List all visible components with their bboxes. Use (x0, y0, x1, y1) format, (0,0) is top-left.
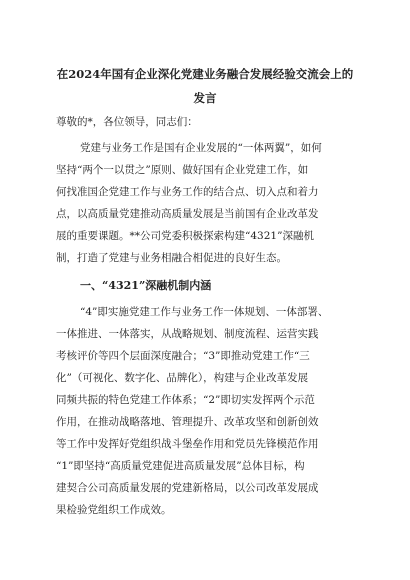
body-line-5: 同频共振的特色党建工作体系；“2”即切实发挥两个示范 (56, 394, 315, 406)
body-line-2: 一体推进、一体落实，从战略规划、制度流程、运营实践 (56, 328, 319, 340)
body-line-4: 化”（可视化、数字化、品牌化），构建与企业改革发展 (56, 372, 309, 384)
intro-line-2: 坚持“两个一以贯之”原则、做好国有企业党建工作，如 (56, 164, 309, 176)
body-line-3: 考核评价等四个层面深度融合；“3”即推动党建工作“三 (56, 350, 310, 362)
intro-line-5: 展的重要课题。**公司党委积极探索构建“4321”深融机 (56, 230, 314, 242)
salutation: 尊敬的*，各位领导，同志们： (56, 116, 198, 128)
body-line-9: 建契合公司高质量发展的党建新格局，以公司改革发展成 (56, 482, 319, 494)
body-line-7: 等工作中发挥好党组织战斗堡垒作用和党员先锋模范作用 (56, 438, 319, 450)
body-line-10: 果检验党组织工作成效。 (56, 504, 172, 516)
intro-line-3: 何找准国企党建工作与业务工作的结合点、切入点和着力 (56, 186, 319, 198)
body-line-6: 作用，在推动战略落地、管理提升、改革攻坚和创新创效 (56, 416, 319, 428)
intro-line-6: 制，打造了党建与业务相融合相促进的良好生态。 (56, 252, 287, 264)
body-line-1: “4”即实施党建工作与业务工作一体规划、一体部署、 (80, 306, 329, 318)
document-title-line-1: 在2024年国有企业深化党建业务融合发展经验交流会上的 (56, 67, 354, 81)
body-line-8: “1”即坚持“高质量党建促进高质量发展”总体目标，构 (56, 460, 305, 472)
intro-line-1: 党建与业务工作是国有企业发展的“一体两翼”，如何 (80, 142, 322, 154)
section-heading: 一、“4321”深融机制内涵 (80, 279, 212, 292)
document-title-line-2: 发言 (193, 91, 217, 105)
intro-line-4: 点，以高质量党建推动高质量发展是当前国有企业改革发 (56, 208, 319, 220)
